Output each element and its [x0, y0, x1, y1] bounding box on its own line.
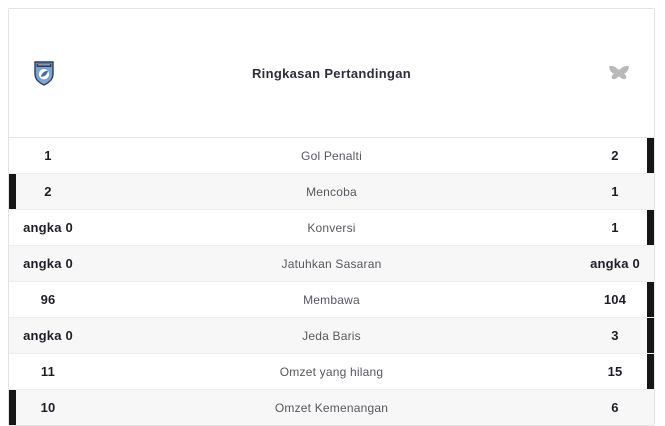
stat-label: Gol Penalti	[301, 148, 362, 163]
away-value: 104	[603, 292, 627, 307]
home-value: 11	[40, 364, 56, 379]
leader-indicator-bar	[9, 174, 16, 209]
summary-header	[9, 9, 654, 138]
away-value: 1	[611, 220, 619, 235]
home-value: 96	[40, 292, 56, 307]
leader-indicator-bar	[9, 390, 16, 425]
stat-row	[9, 209, 654, 245]
away-value: 15	[607, 364, 623, 379]
stat-label: Omzet Kemenangan	[274, 400, 389, 415]
away-value: angka 0	[590, 256, 640, 271]
away-value: 6	[611, 400, 619, 415]
leader-indicator-bar	[647, 282, 654, 317]
leader-indicator-bar	[647, 354, 654, 389]
stat-label: Jeda Baris	[302, 328, 361, 343]
leader-indicator-bar	[647, 210, 654, 245]
home-value: angka 0	[23, 256, 73, 271]
summary-title: Ringkasan Pertandingan	[251, 65, 412, 81]
home-value: 2	[44, 184, 52, 199]
stats-table	[9, 138, 654, 425]
stat-row	[9, 281, 654, 317]
away-value: 3	[611, 328, 619, 343]
stat-label: Mencoba	[306, 184, 357, 199]
leader-indicator-bar	[647, 318, 654, 353]
home-value: angka 0	[23, 220, 73, 235]
away-value: 1	[611, 184, 619, 199]
leader-indicator-bar	[647, 138, 654, 173]
stat-label: Membawa	[303, 292, 360, 307]
stat-row	[9, 173, 654, 209]
stat-label: Konversi	[307, 220, 356, 235]
stat-label: Omzet yang hilang	[279, 364, 384, 379]
away-value: 2	[611, 148, 619, 163]
stat-row	[9, 317, 654, 353]
stat-label: Jatuhkan Sasaran	[281, 256, 382, 271]
home-value: 1	[44, 148, 52, 163]
stat-row	[9, 389, 654, 425]
stat-row	[9, 138, 654, 173]
home-value: angka 0	[23, 328, 73, 343]
stat-row	[9, 245, 654, 281]
home-value: 10	[40, 400, 56, 415]
stat-row	[9, 353, 654, 389]
match-summary-card	[8, 8, 655, 426]
